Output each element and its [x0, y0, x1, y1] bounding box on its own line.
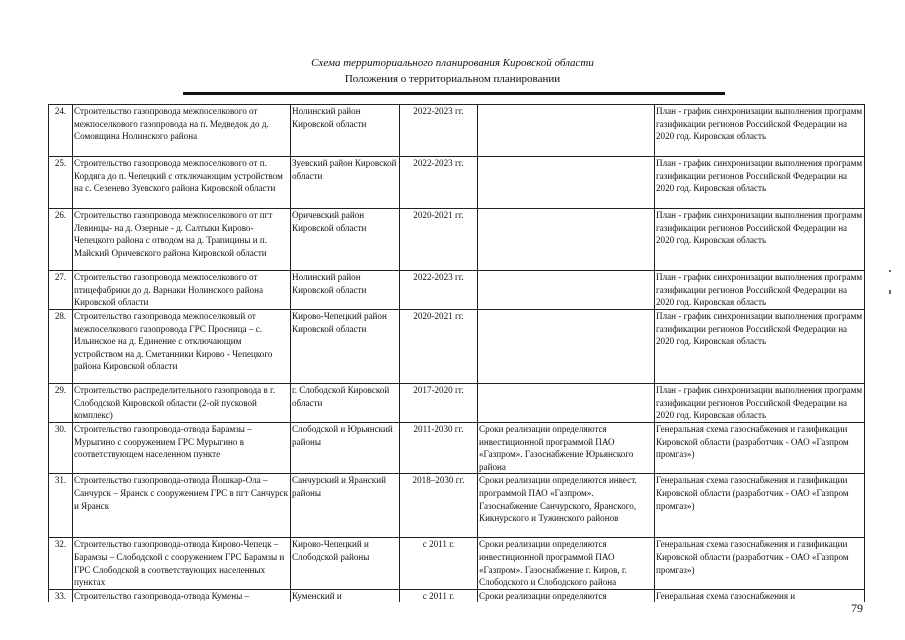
table-row — [49, 105, 865, 157]
header-rule — [183, 92, 725, 95]
document-title: Схема территориального планирования Кировской области — [311, 57, 594, 69]
row-note — [478, 384, 655, 423]
table-row — [49, 209, 865, 271]
row-number: 27. — [49, 271, 73, 310]
row-note — [478, 105, 655, 157]
row-number: 25. — [49, 157, 73, 209]
row-description: Строительство газопровода межпоселкового от пгт Левинцы- на д. Озерные - д. Салтыки Кирово-Чепецкого района с отводом на д. Трапицины и п. Майский Оричевского района Кировской области — [73, 209, 291, 271]
row-years: 2022-2023 гг. — [400, 271, 478, 310]
row-description: Строительство газопровода межпоселкового от межпоселкового газопровода на п. Медведок до д. Сомовщина Нолинского района — [73, 105, 291, 157]
row-number: 31. — [49, 474, 73, 538]
row-description: Строительство газопровода-отвода Барамзы – Мурыгино с сооружением ГРС Мурыгино в соответствующем населенном пункте — [73, 423, 291, 474]
scan-speck — [889, 270, 891, 272]
row-description: Строительство газопровода межпоселкового от п. Кордяга до п. Чепецкий с отключающим устройством на с. Сезенево Зуевского района Кировской области — [73, 157, 291, 209]
row-location: Слободской и Юрьянский районы — [291, 423, 400, 474]
row-years: с 2011 г. — [400, 538, 478, 589]
row-location: Зуевский район Кировской области — [291, 157, 400, 209]
row-basis: Генеральная схема газоснабжения и газификации Кировской области (разработчик - ОАО «Газпром промгаз») — [655, 538, 865, 589]
row-description: Строительство газопровода межпоселкового от птицефабрики до д. Варнаки Нолинского района Кировской области — [73, 271, 291, 310]
row-number: 29. — [49, 384, 73, 423]
row-years: 2022-2023 гг. — [400, 157, 478, 209]
row-location: Оричевский район Кировской области — [291, 209, 400, 271]
row-number: 24. — [49, 105, 73, 157]
table-row — [49, 589, 865, 602]
row-note — [478, 271, 655, 310]
row-number: 32. — [49, 538, 73, 589]
row-number: 26. — [49, 209, 73, 271]
row-location: г. Слободской Кировской области — [291, 384, 400, 423]
document-subtitle: Положения о территориальном планировании — [344, 73, 561, 85]
row-description: Строительство газопровода-отвода Йошкар-Ола – Санчурск – Яранск с сооружением ГРС в пгт Санчурск и Яранск — [73, 474, 291, 538]
table-row — [49, 538, 865, 589]
row-years: 2022-2023 гг. — [400, 105, 478, 157]
row-note: Сроки реализации определяются инвест. программой ПАО «Газпром». Газоснабжение Санчурского, Яранского, Кикнурского и Тужинского районов — [478, 474, 655, 538]
row-description: Строительство газопровода межпоселковый от межпоселкового газопровода ГРС Просница – с. Ильинское на д. Единение с отключающим устройством на д. Сметанники Кирово - Чепецкого района Кировской области — [73, 310, 291, 384]
row-basis: Генеральная схема газоснабжения и газификации Кировской области (разработчик - ОАО «Газпром промгаз») — [655, 474, 865, 538]
row-note: Сроки реализации определяются — [478, 589, 655, 602]
row-location: Куменский и — [291, 589, 400, 602]
row-note — [478, 157, 655, 209]
row-note: Сроки реализации определяются инвестиционной программой ПАО «Газпром». Газоснабжение Юрьянского района — [478, 423, 655, 474]
row-years: с 2011 г. — [400, 589, 478, 602]
row-basis: План - график синхронизации выполнения программ газификации регионов Российской Федерации на 2020 год. Кировская область — [655, 157, 865, 209]
row-number: 33. — [49, 589, 73, 602]
row-description: Строительство газопровода-отвода Кумены – — [73, 589, 291, 602]
row-basis: План - график синхронизации выполнения программ газификации регионов Российской Федерации на 2020 год. Кировская область — [655, 310, 865, 384]
table-row — [49, 271, 865, 310]
row-note — [478, 310, 655, 384]
table-row — [49, 474, 865, 538]
row-location: Кирово-Чепецкий и Слободской районы — [291, 538, 400, 589]
scan-speck — [889, 290, 891, 294]
row-location: Кирово-Чепецкий район Кировской области — [291, 310, 400, 384]
page-number: 79 — [851, 601, 863, 615]
row-note: Сроки реализации определяются инвестиционной программой ПАО «Газпром». Газоснабжение г. Киров, г. Слободского и Слободского района — [478, 538, 655, 589]
table-row — [49, 384, 865, 423]
row-description: Строительство распределительного газопровода в г. Слободской Кировской области (2-ой пусковой комплекс) — [73, 384, 291, 423]
row-location: Нолинский район Кировской области — [291, 271, 400, 310]
table-row — [49, 310, 865, 384]
row-number: 28. — [49, 310, 73, 384]
row-basis: План - график синхронизации выполнения программ газификации регионов Российской Федерации на 2020 год. Кировская область — [655, 209, 865, 271]
row-description: Строительство газопровода-отвода Кирово-Чепецк – Барамзы – Слободской с сооружением ГРС Барамзы и ГРС Слободской в соответствующих населенных пунктах — [73, 538, 291, 589]
row-years: 2011-2030 гг. — [400, 423, 478, 474]
row-basis: План - график синхронизации выполнения программ газификации регионов Российской Федерации на 2020 год. Кировская область — [655, 105, 865, 157]
row-basis: Генеральная схема газоснабжения и газификации Кировской области (разработчик - ОАО «Газпром промгаз») — [655, 423, 865, 474]
row-basis: Генеральная схема газоснабжения и — [655, 589, 865, 602]
row-basis: План - график синхронизации выполнения программ газификации регионов Российской Федерации на 2020 год. Кировская область — [655, 271, 865, 310]
row-location: Санчурский и Яранский районы — [291, 474, 400, 538]
row-location: Нолинский район Кировской области — [291, 105, 400, 157]
row-years: 2020-2021 гг. — [400, 310, 478, 384]
planning-table — [48, 104, 865, 602]
row-years: 2017-2020 гг. — [400, 384, 478, 423]
row-note — [478, 209, 655, 271]
table-row — [49, 157, 865, 209]
row-years: 2020-2021 гг. — [400, 209, 478, 271]
table-row — [49, 423, 865, 474]
row-number: 30. — [49, 423, 73, 474]
row-years: 2018–2030 гг. — [400, 474, 478, 538]
row-basis: План - график синхронизации выполнения программ газификации регионов Российской Федерации на 2020 год. Кировская область — [655, 384, 865, 423]
